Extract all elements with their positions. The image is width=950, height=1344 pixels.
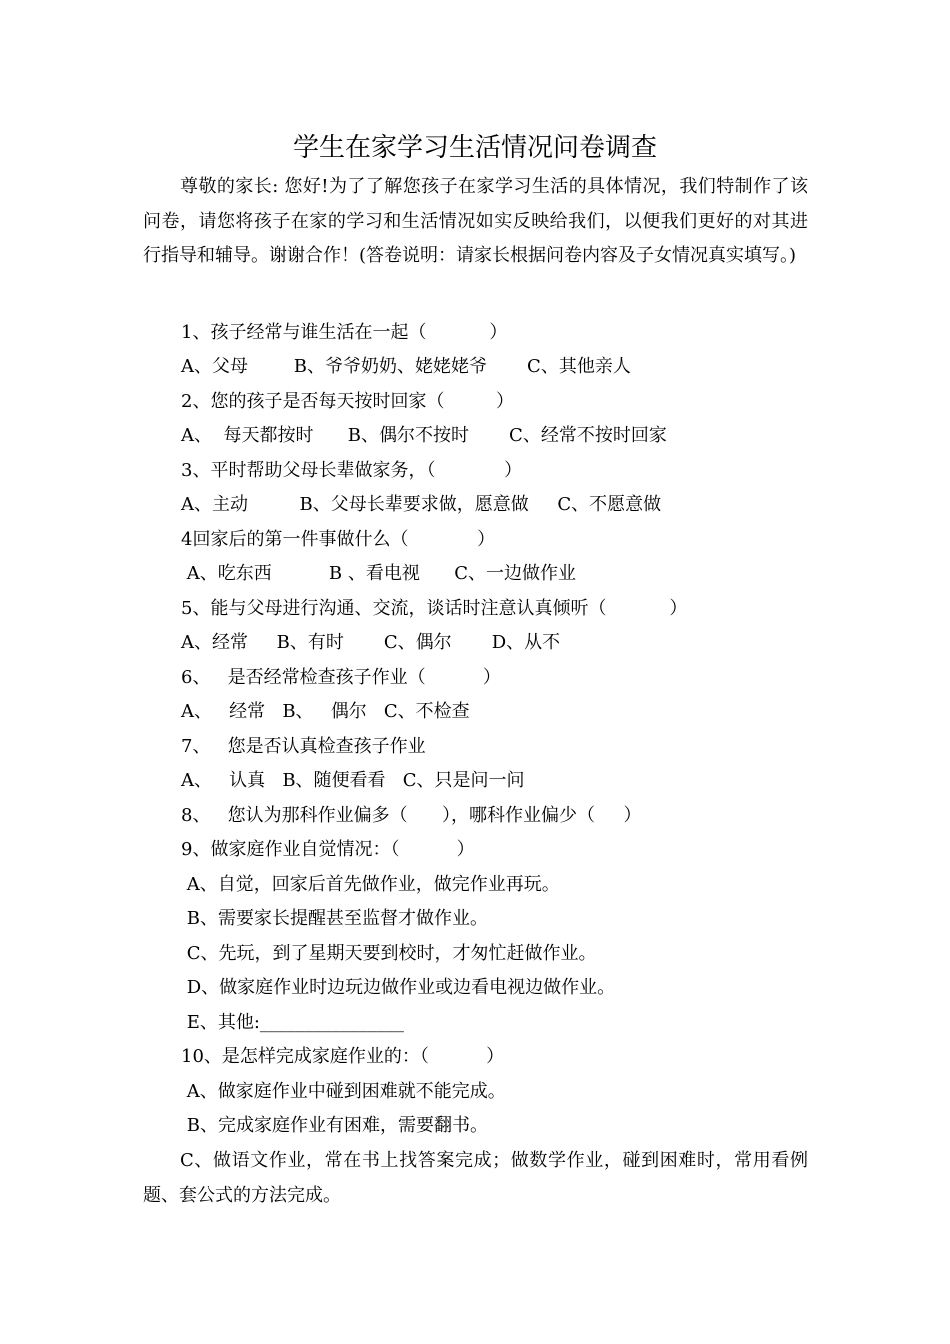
- question-9-option-c: C、先玩，到了星期天要到校时，才匆忙赶做作业。: [181, 943, 597, 964]
- question-6: 6、 是否经常检查孩子作业（ ）: [181, 667, 501, 688]
- question-7-options: A、 认真 B、随便看看 C、只是问一问: [181, 770, 525, 791]
- question-9-option-d: D、做家庭作业时边玩边做作业或边看电视边做作业。: [181, 977, 616, 998]
- question-10-option-b: B、完成家庭作业有困难，需要翻书。: [181, 1115, 488, 1136]
- question-2: 2、您的孩子是否每天按时回家（ ）: [181, 391, 514, 412]
- question-5-options: A、经常 B、有时 C、偶尔 D、从不: [181, 632, 561, 653]
- question-9-option-e: E、其他:________________: [181, 1012, 404, 1033]
- question-4-options: A、吃东西 B 、看电视 C、一边做作业: [181, 563, 576, 584]
- question-2-options: A、 每天都按时 B、偶尔不按时 C、经常不按时回家: [181, 425, 667, 446]
- question-3-options: A、主动 B、父母长辈要求做，愿意做 C、不愿意做: [181, 494, 662, 515]
- document-title: 学生在家学习生活情况问卷调查: [292, 133, 657, 163]
- question-1: 1、孩子经常与谁生活在一起（ ）: [181, 322, 508, 343]
- question-1-options: A、父母 B、爷爷奶奶、姥姥姥爷 C、其他亲人: [181, 356, 631, 377]
- question-5: 5、能与父母进行沟通、交流，谈话时注意认真倾听（ ）: [181, 598, 688, 619]
- question-9-option-a: A、自觉，回家后首先做作业，做完作业再玩。: [181, 874, 560, 895]
- question-6-options: A、 经常 B、 偶尔 C、不检查: [181, 701, 470, 722]
- intro-paragraph: 尊敬的家长: 您好!为了了解您孩子在家学习生活的具体情况，我们特制作了该问卷，请您将孩子在家的学习和生活情况如实反映给我们，以便我们更好的对其进行指导和辅导。谢谢合作！(答卷说明：请家长根据问卷内容及子女情况真实填写。): [143, 176, 808, 266]
- question-10-option-a: A、做家庭作业中碰到困难就不能完成。: [181, 1081, 506, 1102]
- question-10: 10、是怎样完成家庭作业的：（ ）: [181, 1046, 505, 1067]
- question-9-option-b: B、需要家长提醒甚至监督才做作业。: [181, 908, 488, 929]
- question-10-option-c: C、做语文作业，常在书上找答案完成；做数学作业，碰到困难时，常用看例题、套公式的方法完成。: [143, 1150, 808, 1206]
- question-9: 9、做家庭作业自觉情况：（ ）: [181, 839, 475, 860]
- question-7: 7、 您是否认真检查孩子作业: [181, 736, 426, 757]
- question-8: 8、 您认为那科作业偏多（ ），哪科作业偏少（ ）: [181, 805, 642, 826]
- question-4: 4回家后的第一件事做什么（ ）: [181, 529, 496, 550]
- question-3: 3、平时帮助父母长辈做家务，（ ）: [181, 460, 523, 481]
